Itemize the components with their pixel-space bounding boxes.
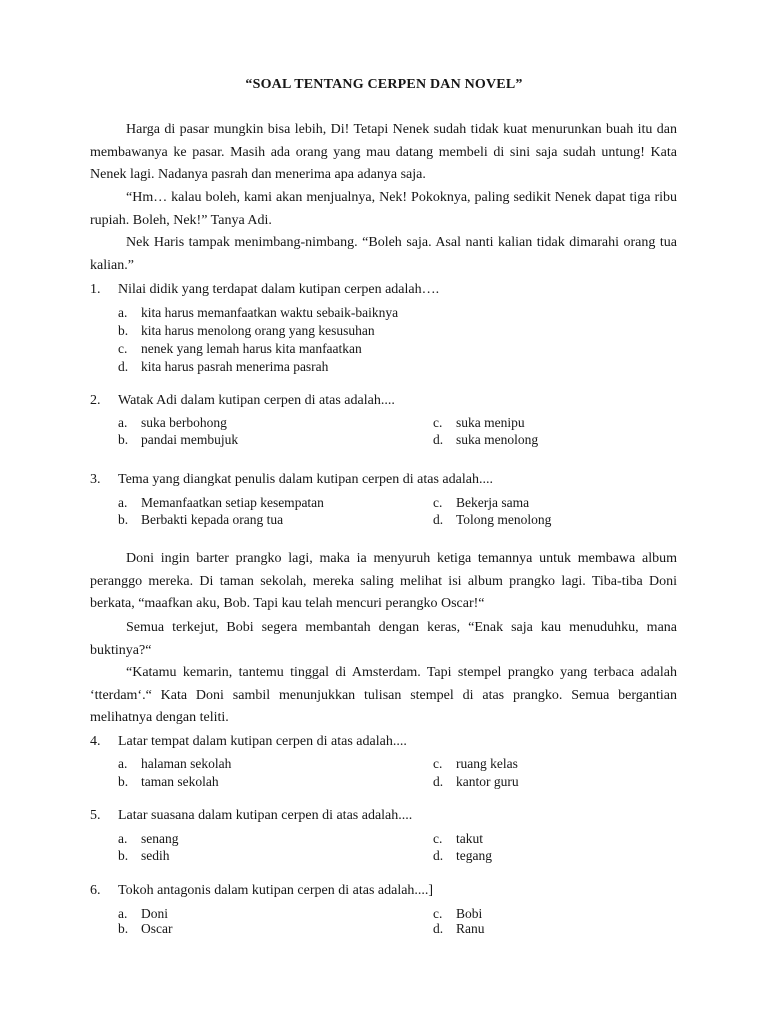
option-letter: b. xyxy=(118,921,129,936)
option-text: kita harus memanfaatkan waktu sebaik-baiknya xyxy=(141,305,399,320)
option-letter: a. xyxy=(118,831,128,846)
option-text: Ranu xyxy=(456,921,485,936)
option-text: suka berbohong xyxy=(141,415,227,430)
option-2c[interactable] xyxy=(433,414,525,432)
passage-1-paragraph-2: “Hm… kalau boleh, kami akan menjualnya, Nek! Pokoknya, paling sedikit Nenek dapat tiga ribu rupiah. Boleh, Nek!” Tanya Adi. xyxy=(90,190,677,228)
option-letter: c. xyxy=(433,831,443,846)
option-1c[interactable] xyxy=(118,340,362,358)
option-letter: a. xyxy=(118,495,128,510)
option-letter: c. xyxy=(433,756,443,771)
option-5b[interactable] xyxy=(118,847,170,865)
option-letter: a. xyxy=(118,756,128,771)
option-1d[interactable] xyxy=(118,358,328,376)
question-number: 2. xyxy=(90,393,101,408)
option-letter: b. xyxy=(118,512,129,527)
option-letter: b. xyxy=(118,323,129,338)
option-5c[interactable] xyxy=(433,830,483,848)
passage-2-paragraph-3: “Katamu kemarin, tantemu tinggal di Amsterdam. Tapi stempel prangko yang terbaca adalah ‘tterdam‘.“ Kata Doni sambil menunjukkan tulisan stempel di atas prangko. Semua bergantian melihatnya dengan teliti. xyxy=(90,665,677,725)
option-2b[interactable] xyxy=(118,431,238,449)
option-text: pandai membujuk xyxy=(141,432,239,447)
question-5 xyxy=(90,807,412,825)
option-letter: d. xyxy=(433,432,444,447)
option-4d[interactable] xyxy=(433,773,519,791)
option-4b[interactable] xyxy=(118,773,219,791)
question-number: 4. xyxy=(90,734,101,749)
option-text: Bekerja sama xyxy=(456,495,530,510)
option-text: Memanfaatkan setiap kesempatan xyxy=(141,495,324,510)
question-text: Tokoh antagonis dalam kutipan cerpen di atas adalah....] xyxy=(118,883,434,898)
option-text: kita harus menolong orang yang kesusuhan xyxy=(141,323,375,338)
question-number: 1. xyxy=(90,282,101,297)
option-5a[interactable] xyxy=(118,830,179,848)
option-text: Doni xyxy=(141,906,168,921)
option-5d[interactable] xyxy=(433,847,492,865)
option-text: Oscar xyxy=(141,921,173,936)
option-3b[interactable] xyxy=(118,511,283,529)
option-text: kantor guru xyxy=(456,774,519,789)
option-text: tegang xyxy=(456,848,492,863)
option-3c[interactable] xyxy=(433,494,529,512)
passage-1-paragraph-3: Nek Haris tampak menimbang-nimbang. “Boleh saja. Asal nanti kalian tidak dimarahi orang tua kalian.” xyxy=(90,235,677,273)
option-letter: d. xyxy=(433,512,444,527)
option-letter: b. xyxy=(118,848,129,863)
option-text: sedih xyxy=(141,848,170,863)
option-4a[interactable] xyxy=(118,755,231,773)
option-letter: a. xyxy=(118,305,128,320)
option-text: halaman sekolah xyxy=(141,756,232,771)
option-3d[interactable] xyxy=(433,511,551,529)
option-letter: d. xyxy=(433,774,444,789)
option-letter: c. xyxy=(433,415,443,430)
question-text: Nilai didik yang terdapat dalam kutipan cerpen adalah…. xyxy=(118,282,440,297)
option-letter: d. xyxy=(433,848,444,863)
question-number: 6. xyxy=(90,883,101,898)
option-text: suka menipu xyxy=(456,415,525,430)
option-text: suka menolong xyxy=(456,432,539,447)
option-text: Bobi xyxy=(456,906,483,921)
option-text: nenek yang lemah harus kita manfaatkan xyxy=(141,341,362,356)
option-letter: c. xyxy=(118,341,128,356)
option-letter: a. xyxy=(118,415,128,430)
option-text: takut xyxy=(456,831,483,846)
option-text: senang xyxy=(141,831,179,846)
passage-1-paragraph-1: Harga di pasar mungkin bisa lebih, Di! Tetapi Nenek sudah tidak kuat menurunkan buah itu dan membawanya ke pasar. Masih ada orang yang mau datang membeli di sini saja sudah untung! Kata Nenek lagi. Nadanya pasrah dan menerima apa adanya saja. xyxy=(90,122,677,182)
option-letter: c. xyxy=(433,495,443,510)
option-6b[interactable] xyxy=(118,920,172,938)
option-letter: d. xyxy=(118,359,129,374)
option-2d[interactable] xyxy=(433,431,538,449)
option-letter: b. xyxy=(118,774,129,789)
option-6d[interactable] xyxy=(433,920,485,938)
option-letter: b. xyxy=(118,432,129,447)
option-1b[interactable] xyxy=(118,322,375,340)
question-text: Tema yang diangkat penulis dalam kutipan cerpen di atas adalah.... xyxy=(118,472,493,487)
option-letter: a. xyxy=(118,906,128,921)
option-text: ruang kelas xyxy=(456,756,518,771)
question-text: Latar suasana dalam kutipan cerpen di atas adalah.... xyxy=(118,808,413,823)
question-number: 3. xyxy=(90,472,101,487)
option-text: taman sekolah xyxy=(141,774,219,789)
option-4c[interactable] xyxy=(433,755,518,773)
question-2 xyxy=(90,392,395,410)
question-1 xyxy=(90,281,439,299)
option-letter: c. xyxy=(433,906,443,921)
question-6 xyxy=(90,882,433,900)
question-text: Latar tempat dalam kutipan cerpen di atas adalah.... xyxy=(118,734,407,749)
passage-2-paragraph-2: Semua terkejut, Bobi segera membantah dengan keras, “Enak saja kau menuduhku, mana buktinya?“ xyxy=(90,620,677,658)
option-2a[interactable] xyxy=(118,414,227,432)
passage-2-paragraph-1: Doni ingin barter prangko lagi, maka ia menyuruh ketiga temannya untuk membawa album peranggo mereka. Di taman sekolah, mereka saling melihat isi album prangko lagi. Tiba-tiba Doni berkata, “maafkan aku, Bob. Tapi kau telah mencuri perangko Oscar!“ xyxy=(90,551,677,611)
option-1a[interactable] xyxy=(118,304,398,322)
option-3a[interactable] xyxy=(118,494,324,512)
option-text: Tolong menolong xyxy=(456,512,552,527)
option-text: kita harus pasrah menerima pasrah xyxy=(141,359,329,374)
question-4 xyxy=(90,733,407,751)
question-number: 5. xyxy=(90,808,101,823)
option-letter: d. xyxy=(433,921,444,936)
question-text: Watak Adi dalam kutipan cerpen di atas adalah.... xyxy=(118,393,395,408)
question-3 xyxy=(90,471,493,489)
option-text: Berbakti kepada orang tua xyxy=(141,512,284,527)
document-title: “SOAL TENTANG CERPEN DAN NOVEL” xyxy=(245,77,523,92)
